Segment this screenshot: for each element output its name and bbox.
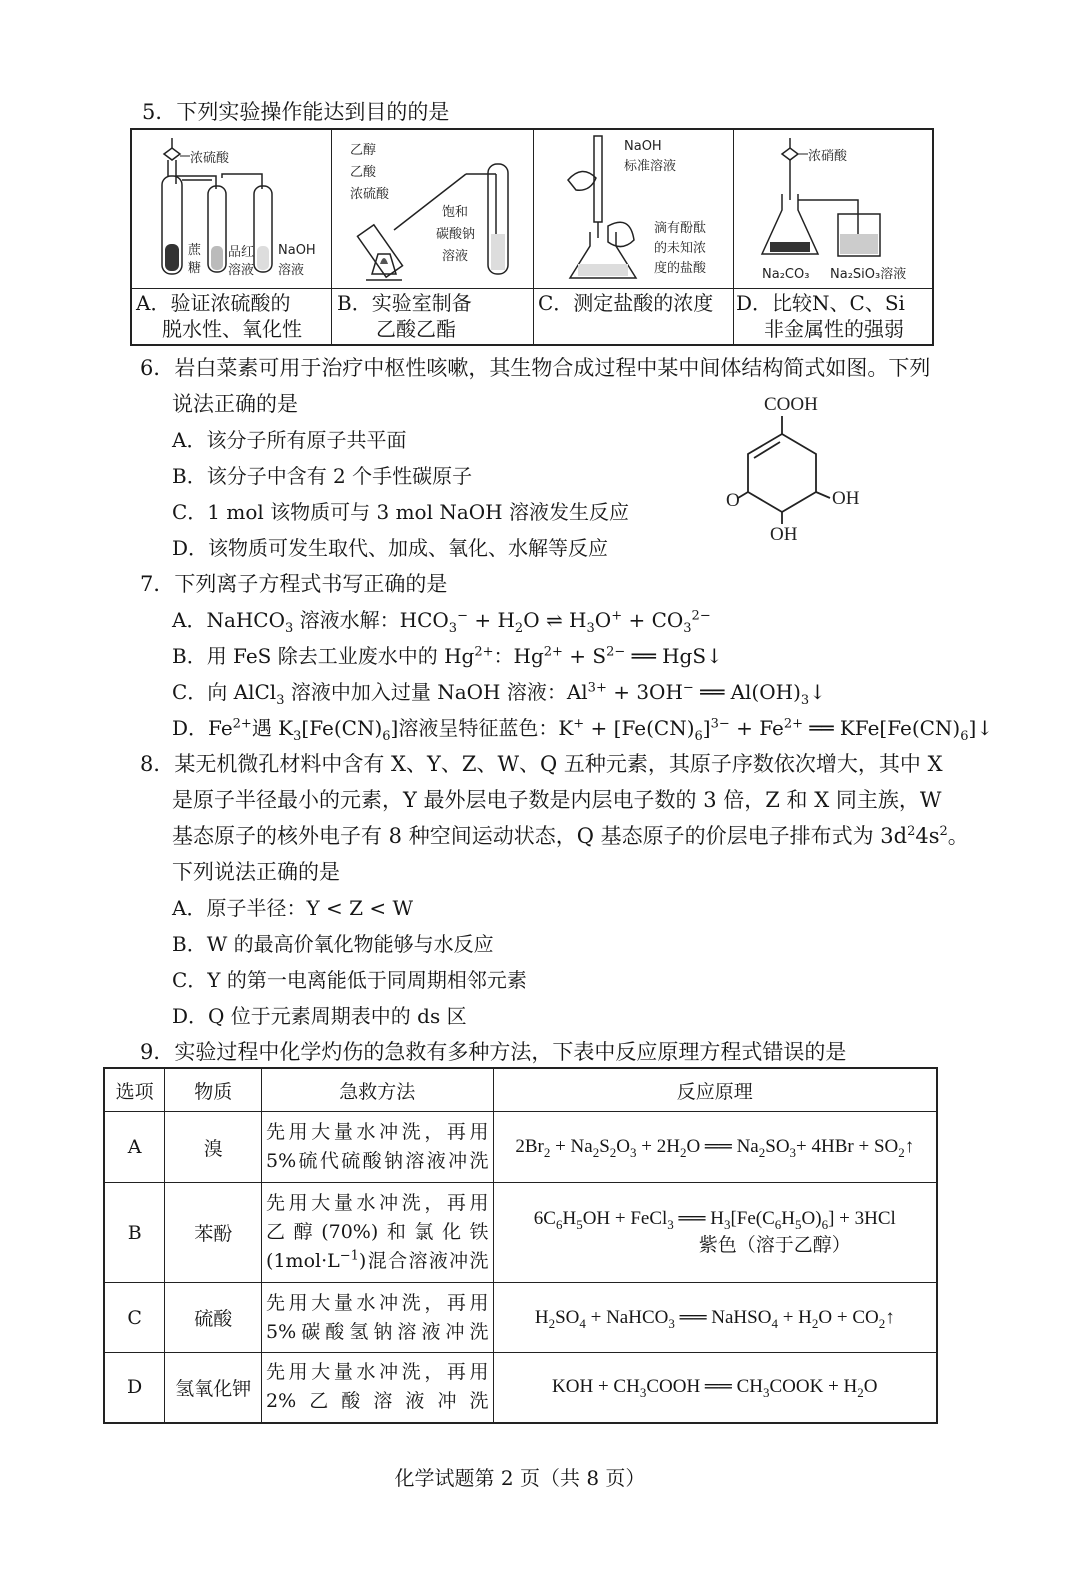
q5-d-label-0: 浓硝酸 (808, 149, 848, 164)
q9-row-c-aid-2: 5%碳酸氢钠溶液冲洗 (266, 1320, 489, 1343)
q5-d-apparatus-image (738, 134, 932, 284)
q7-option-b: B．用 FeS 除去工业废水中的 $Hg^{2+}$：$Hg^{2+} + S^{2-}$ ══ HgS↓ (172, 644, 723, 668)
q9-row-b-option: B (104, 1183, 165, 1283)
q7-stem: 7．下列离子方程式书写正确的是 (140, 572, 448, 596)
q9-row-c-equation: $H_2SO_4$ + NaHCO$_3$ ══ NaHSO$_4$ + $H_2O$ + $CO_2↑$ (493, 1283, 937, 1353)
q5-c-label-2: 滴有酚酞 (654, 221, 707, 236)
q5-b-label-4: 碳酸钠 (436, 227, 476, 242)
q5-c-label-1: 标准溶液 (624, 159, 677, 174)
q9-row-d-option: D (104, 1353, 165, 1423)
q5-a-label-1: 蔗 (188, 243, 202, 258)
q8-option-d: D．Q 位于元素周期表中的 ds 区 (172, 1004, 467, 1028)
q9-row-d-aid-1: 先用大量水冲洗，再用 (266, 1361, 489, 1384)
page-footer: 化学试题第 2 页（共 8 页） (394, 1466, 646, 1490)
q5-c-label-4: 度的盐酸 (654, 261, 707, 276)
q9-row-c-aid-1: 先用大量水冲洗，再用 (266, 1291, 489, 1314)
q6-oh-label-2: OH (770, 524, 798, 545)
q5-caption-b2: 乙酸乙酯 (376, 317, 456, 341)
q9-row-d-aid-2: 2%乙酸溶液冲洗 (266, 1390, 489, 1413)
q9-row-b-note: 紫色（溶于乙醇） (698, 1235, 851, 1256)
q9-header-substance: 物质 (165, 1068, 262, 1112)
q6-option-b: B．该分子中含有 2 个手性碳原子 (172, 464, 473, 488)
q9-row-c (104, 1283, 937, 1353)
q9-row-b-aid-2: 乙醇(70%)和氯化铁 (266, 1221, 489, 1243)
q5-caption-c1: C．测定盐酸的浓度 (538, 291, 714, 315)
q8-line2: 是原子半径最小的元素，Y 最外层电子数是内层电子数的 3 倍，Z 和 X 同主族，W (172, 788, 942, 812)
q6-stem-line2: 说法正确的是 (172, 392, 298, 416)
q6-option-d: D．该物质可发生取代、加成、氧化、水解等反应 (172, 536, 609, 560)
q9-table (103, 1067, 938, 1424)
q5-caption-d1: D．比较N、C、Si (736, 291, 905, 315)
q9-row-d-equation: KOH + $CH_3COOH$ ══ $CH_3COOK + H_2O$ (493, 1353, 937, 1423)
q5-caption-b1: B．实验室制备 (337, 291, 472, 315)
q8-option-b: B．W 的最高价氧化物能够与水反应 (172, 932, 494, 956)
q9-row-a-option: A (104, 1112, 165, 1183)
q8-option-a: A．原子半径：Y < Z < W (172, 896, 414, 920)
q9-header-principle: 反应原理 (493, 1068, 937, 1112)
q9-header-aid: 急救方法 (262, 1068, 494, 1112)
q6-o-label: O (726, 490, 740, 511)
q9-row-a-aid-1: 先用大量水冲洗，再用 (266, 1121, 489, 1143)
q5-b-apparatus-image (336, 134, 530, 284)
q5-b-label-0: 乙醇 (350, 143, 377, 158)
q9-row-b-aid-3: $(1mol\cdot L^{-1})$混合溶液冲洗 (266, 1248, 489, 1272)
q7-option-d: D．$Fe^{2+}$遇 $K_3[Fe(CN)_6]$溶液呈特征蓝色：$K^+ + [Fe(CN)_6]^{3-} + Fe^{2+}$ ══ $KFe[Fe(CN)_6]↓$ (172, 716, 994, 744)
q9-row-c-substance: 硫酸 (165, 1283, 262, 1353)
q9-row-d-substance: 氢氧化钾 (165, 1353, 262, 1423)
q5-a-apparatus-image (136, 134, 330, 284)
q5-c-label-3: 的未知浓 (654, 241, 707, 256)
q9-row-b-equation (493, 1183, 937, 1283)
q9-header-option: 选项 (104, 1068, 165, 1112)
q5-caption-d2: 非金属性的强弱 (764, 317, 904, 341)
q9-row-a-substance: 溴 (165, 1112, 262, 1183)
q9-row-a-aid-2: 5%硫代硫酸钠溶液冲洗 (266, 1150, 489, 1172)
q5-a-label-4: 溶液 (228, 263, 255, 278)
q9-row-d-aid (262, 1353, 494, 1423)
q7-option-c: C．向 AlCl$_3$ 溶液中加入过量 NaOH 溶液：$Al^{3+} + 3OH^-$ ══ $Al(OH)_3↓$ (172, 680, 826, 708)
q5-b-label-5: 溶液 (442, 249, 469, 264)
q5-a-label-2: 糖 (188, 261, 202, 276)
q9-row-b-equation-line: $6C_6H_5OH$ + FeCl$_3$ ══ $H_3[Fe(C_6H_5O)_6] + 3HCl$ (533, 1208, 896, 1232)
q9-row-b-aid-1: 先用大量水冲洗，再用 (266, 1192, 489, 1214)
q9-row-c-aid (262, 1283, 494, 1353)
q9-header-row (104, 1068, 937, 1112)
q6-oh-label-1: OH (832, 488, 860, 509)
q5-a-label-5: NaOH (278, 243, 316, 258)
q5-caption-a2: 脱水性、氧化性 (162, 317, 302, 341)
q5-d-label-1: Na₂CO₃ (762, 267, 810, 282)
q7-option-a: A．NaHCO$_3$ 溶液水解：$HCO_3^- + H_2O$ ⇌ $H_3O^+ + CO_3^{2-}$ (172, 608, 711, 636)
q5-a-label-6: 溶液 (278, 263, 305, 278)
q9-row-b-aid (262, 1183, 494, 1283)
q6-stem-line1: 6．岩白菜素可用于治疗中枢性咳嗽，其生物合成过程中某中间体结构简式如图。下列 (140, 356, 931, 380)
q8-line1: 8．某无机微孔材料中含有 X、Y、Z、W、Q 五种元素，其原子序数依次增大，其中 X (140, 752, 943, 776)
q5-b-label-2: 浓硫酸 (350, 187, 390, 202)
q9-row-a-aid (262, 1112, 494, 1183)
q9-row-a-equation: $2Br_2 + Na_2S_2O_3 + 2H_2O$ ══ $Na_2SO_3+ 4HBr$ + $SO_2↑$ (493, 1112, 937, 1183)
q5-c-apparatus-image (538, 134, 732, 284)
q9-row-d (104, 1353, 937, 1423)
q8-line3: 基态原子的核外电子有 8 种空间运动状态，Q 基态原子的价层电子排布式为 $3d^24s^2$。 (172, 824, 969, 848)
q5-stem: 5．下列实验操作能达到目的的是 (142, 100, 450, 124)
q9-row-c-option: C (104, 1283, 165, 1353)
q5-b-label-1: 乙酸 (350, 165, 377, 180)
q5-option-table (130, 128, 934, 346)
q8-line4: 下列说法正确的是 (172, 860, 340, 884)
q6-option-c: C．1 mol 该物质可与 3 mol NaOH 溶液发生反应 (172, 500, 629, 524)
q5-c-label-0: NaOH (624, 139, 662, 154)
q9-row-a (104, 1112, 937, 1183)
q6-structure-image (720, 388, 900, 548)
q9-stem: 9．实验过程中化学灼伤的急救有多种方法，下表中反应原理方程式错误的是 (140, 1040, 847, 1064)
q5-d-label-2: Na₂SiO₃溶液 (830, 267, 907, 282)
q6-option-a: A．该分子所有原子共平面 (172, 428, 407, 452)
q9-row-b-substance: 苯酚 (165, 1183, 262, 1283)
q8-option-c: C．Y 的第一电离能低于同周期相邻元素 (172, 968, 527, 992)
q5-a-label-0: 浓硫酸 (190, 151, 230, 166)
q6-cooh-label: COOH (764, 394, 818, 415)
q9-row-b (104, 1183, 937, 1283)
q5-a-label-3: 品红 (228, 245, 255, 260)
q5-caption-a1: A．验证浓硫酸的 (136, 291, 291, 315)
q5-b-label-3: 饱和 (442, 205, 469, 220)
